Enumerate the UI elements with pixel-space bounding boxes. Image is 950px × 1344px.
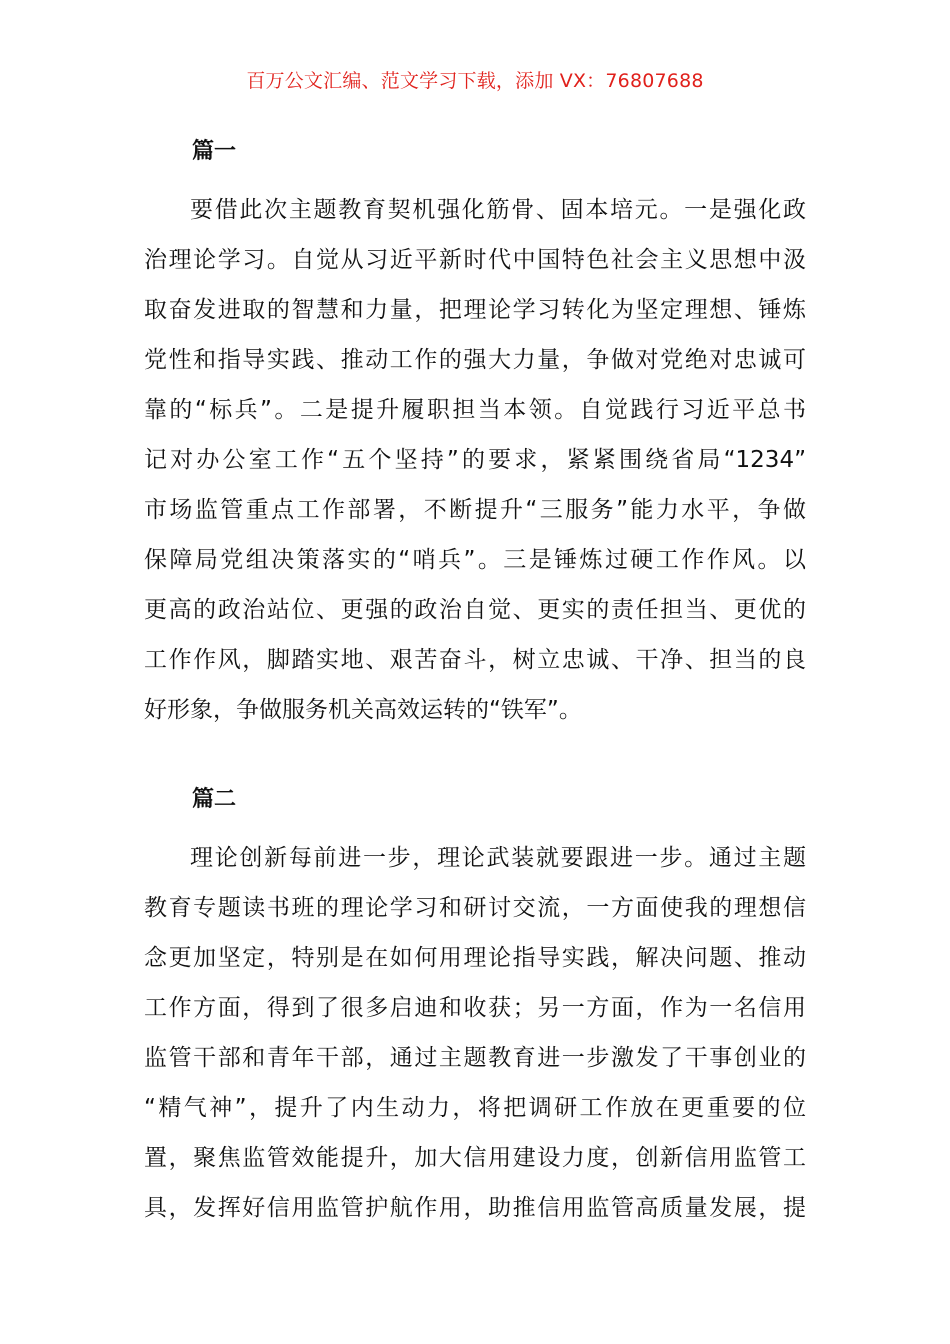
paragraph-line: 置，聚焦监管效能提升，加大信用建设力度，创新信用监管工	[144, 1145, 806, 1171]
paragraph-line: 好形象，争做服务机关高效运转的“铁军”。	[144, 697, 582, 723]
section-heading: 篇一	[192, 139, 237, 164]
paragraph-line: 理论创新每前进一步，理论武装就要跟进一步。通过主题	[190, 845, 806, 871]
section-heading: 篇二	[192, 787, 237, 812]
paragraph-line: 保障局党组决策落实的“哨兵”。三是锤炼过硬工作作风。以	[144, 547, 806, 573]
paragraph-line: 工作作风，脚踏实地、艰苦奋斗，树立忠诚、干净、担当的良	[144, 647, 806, 673]
paragraph-line: 更高的政治站位、更强的政治自觉、更实的责任担当、更优的	[144, 597, 806, 623]
paragraph-line: 市场监管重点工作部署，不断提升“三服务”能力水平，争做	[144, 497, 806, 523]
paragraph-line: 工作方面，得到了很多启迪和收获；另一方面，作为一名信用	[144, 995, 806, 1021]
paragraph-line: 具，发挥好信用监管护航作用，助推信用监管高质量发展，提	[144, 1195, 806, 1221]
paragraph-line: 党性和指导实践、推动工作的强大力量，争做对党绝对忠诚可	[144, 347, 806, 373]
section-two	[144, 783, 806, 1233]
section-one	[144, 135, 806, 735]
paragraph-line: 教育专题读书班的理论学习和研讨交流，一方面使我的理想信	[144, 895, 806, 921]
paragraph-line: 要借此次主题教育契机强化筋骨、固本培元。一是强化政	[190, 197, 806, 223]
paragraph-line: 念更加坚定，特别是在如何用理论指导实践，解决问题、推动	[144, 945, 806, 971]
paragraph-line: 治理论学习。自觉从习近平新时代中国特色社会主义思想中汲	[144, 247, 806, 273]
header-banner: 百万公文汇编、范文学习下载，添加 VX：76807688	[246, 70, 704, 92]
paragraph-line: 靠的“标兵”。二是提升履职担当本领。自觉践行习近平总书	[144, 397, 806, 423]
paragraph-line: 记对办公室工作“五个坚持”的要求，紧紧围绕省局“1234”	[144, 447, 806, 473]
paragraph-line: 取奋发进取的智慧和力量，把理论学习转化为坚定理想、锤炼	[144, 297, 806, 323]
paragraph-line: “精气神”，提升了内生动力，将把调研工作放在更重要的位	[144, 1095, 806, 1121]
paragraph-line: 监管干部和青年干部，通过主题教育进一步激发了干事创业的	[144, 1045, 806, 1071]
